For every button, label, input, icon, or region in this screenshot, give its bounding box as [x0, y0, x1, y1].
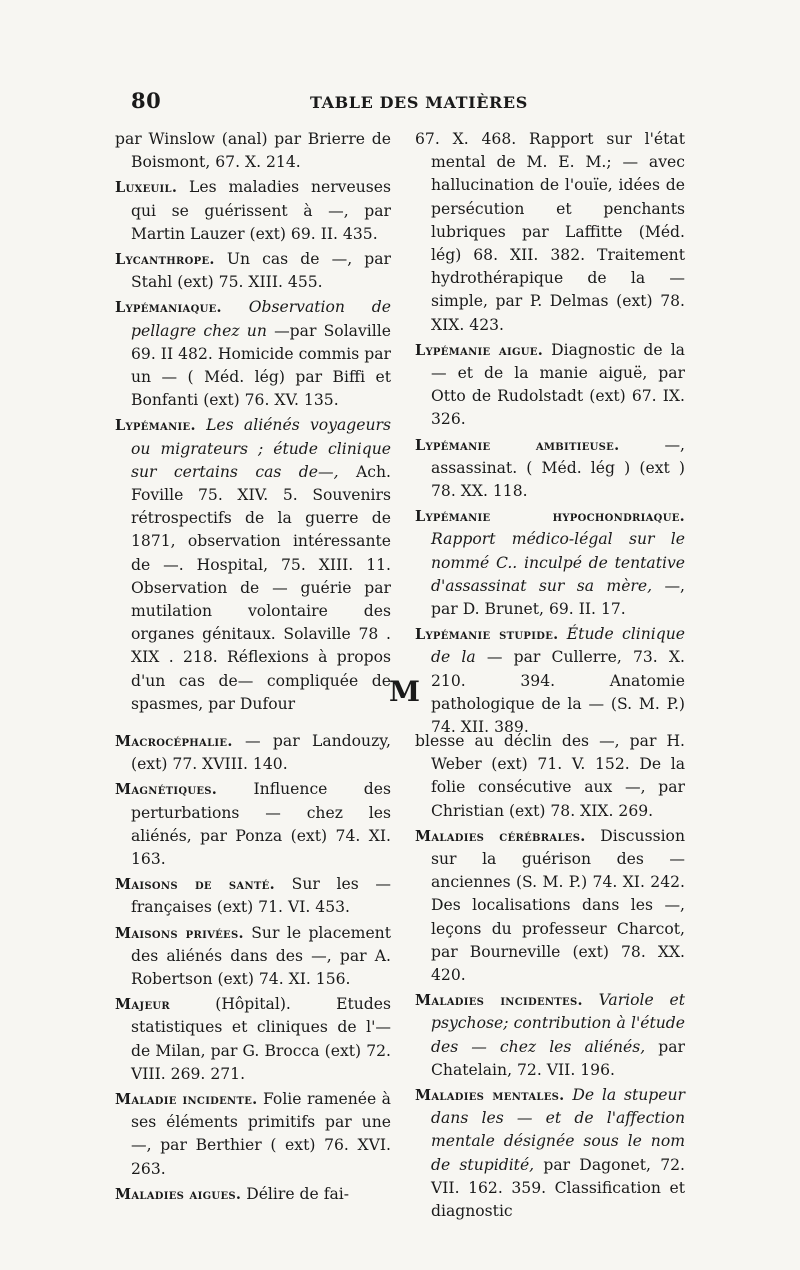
section-letter: M — [389, 675, 420, 708]
entry-heading: Maladies aigues. — [115, 1185, 242, 1203]
entry-text: Ach. Foville 75. XIV. 5. Souvenirs rétrospectifs de la guerre de 1871, observation intéressante de —. Hospital, 75. XIII. 11. Observation de — guérie par mutilation volontaire des organes génitaux. Solaville 78 . XIX . 218. Réflexions à propos d'un cas de— compliquée de spasmes, par Dufour — [131, 462, 391, 713]
entry-title: Rapport médico-légal sur le nommé C.. inculpé de tentative d'assassinat sur sa mère, — [431, 530, 685, 595]
entry-text: Sur le placement des aliénés dans des —, par A. Robertson (ext) 74. XI. 156. — [131, 923, 391, 989]
index-entry — [115, 993, 391, 1086]
entry-title: Variole et psychose; contribution à l'étude des — chez les aliénés, — [431, 991, 685, 1056]
entry-heading: Maisons privées. — [115, 924, 244, 942]
entry-heading: Lypémanie. — [115, 417, 196, 435]
index-entry — [115, 176, 391, 246]
entry-text: par Dagonet, 72. VII. 162. 359. Classification et diagnostic — [431, 1155, 685, 1221]
running-title: TABLE DES MATIÈRES — [310, 93, 528, 112]
entry-heading: Majeur — [115, 996, 170, 1014]
index-entry — [115, 1183, 391, 1206]
entry-text: Un cas de —, par Stahl (ext) 75. XIII. 455. — [131, 250, 391, 292]
entry-text: — par Cullerre, 73. X. 210. 394. Anatomie pathologique de la — (S. M. P.) 74. XII. 389. — [431, 648, 685, 737]
entry-heading: Maladie incidente. — [115, 1091, 258, 1109]
entry-text: —, assassinat. ( Méd. lég ) (ext ) 78. XX. 118. — [431, 435, 685, 501]
entry-heading: Lycanthrope. — [115, 251, 215, 269]
entry-text: par Chatelain, 72. VII. 196. — [431, 1037, 685, 1079]
index-entry — [115, 922, 391, 992]
entry-text: Folie ramenée à ses éléments primitifs par une —, par Berthier ( ext) 76. XVI. 263. — [131, 1090, 391, 1178]
index-entry — [415, 1084, 685, 1223]
entry-heading: Maladies cérébrales. — [415, 827, 586, 845]
index-entry — [415, 623, 685, 739]
index-entry — [415, 505, 685, 621]
entry-heading: Maladies mentales. — [415, 1087, 565, 1105]
entry-text: —par Solaville 69. II 482. Homicide commis par un — ( Méd. lég) par Biffi et Bonfanti (ext) 76. XV. 135. — [131, 321, 391, 410]
index-entry — [415, 339, 685, 432]
entry-heading: Lypémanie stupide. — [415, 626, 559, 644]
index-entry — [415, 128, 685, 337]
index-entry — [115, 414, 391, 716]
entry-heading: Maisons de santé. — [115, 876, 275, 894]
entry-heading: Luxeuil. — [115, 179, 178, 197]
entry-text: Diagnostic de la — et de la manie aiguë, par Otto de Rudolstadt (ext) 67. IX. 326. — [431, 340, 685, 429]
entry-heading: Lypémanie hypochondriaque. — [415, 508, 685, 526]
entry-text: par Winslow (anal) par Brierre de Boismont, 67. X. 214. — [115, 130, 391, 172]
entry-heading: Maladies incidentes. — [415, 992, 583, 1010]
entry-text: Discussion sur la guérison des — anciennes (S. M. P.) 74. XI. 242. Des localisations dans les —, leçons du professeur Charcot, par Bourneville (ext) 78. XX. 420. — [431, 826, 685, 985]
entry-text: 67. X. 468. Rapport sur l'état mental de M. E. M.; — avec hallucination de l'ouïe, idées de persécution et penchants lubriques par Laffitte (Méd. lég) 68. XII. 382. Traitement hydrothérapique de la — simple, par P. Delmas (ext) 78. XIX. 423. — [415, 130, 685, 334]
column-top-left — [115, 128, 391, 718]
index-entry — [415, 434, 685, 504]
entry-text: Influence des perturbations — chez les aliénés, par Ponza (ext) 74. XI. 163. — [131, 780, 391, 869]
index-entry — [415, 730, 685, 823]
entry-heading: Lypémaniaque. — [115, 299, 222, 317]
entry-title: Observation de pellagre chez un — [131, 298, 391, 340]
entry-heading: Lypémanie ambitieuse. — [415, 436, 620, 454]
entry-title: De la stupeur dans les — et de l'affection mentale désignée sous le nom de stupidité, — [431, 1086, 685, 1174]
index-entry — [115, 248, 391, 294]
index-entry — [115, 730, 391, 776]
index-entry — [115, 873, 391, 919]
entry-text: Délire de fai- — [241, 1184, 350, 1203]
index-entry — [115, 778, 391, 871]
entry-title: Étude clinique de la — [431, 625, 686, 667]
page-number: 80 — [131, 88, 162, 113]
column-bottom-left — [115, 730, 391, 1208]
entry-heading: Macrocéphalie. — [115, 733, 233, 750]
index-entry — [415, 825, 685, 987]
entry-heading: Lypémanie aigue. — [415, 341, 544, 359]
entry-text: —, par D. Brunet, 69. II. 17. — [431, 576, 685, 619]
entry-text: Sur les — françaises (ext) 71. VI. 453. — [131, 875, 391, 917]
entry-title: Les aliénés voyageurs ou migrateurs ; étude clinique sur certains cas de—, — [131, 416, 391, 481]
entry-heading: Magnétiques. — [115, 781, 218, 799]
index-entry — [115, 296, 391, 412]
index-entry — [415, 989, 685, 1082]
index-entry — [115, 128, 391, 174]
entry-text: Les maladies nerveuses qui se guérissent à —, par Martin Lauzer (ext) 69. II. 435. — [131, 178, 391, 243]
entry-text: (Hôpital). Etudes statistiques et cliniques de l'— de Milan, par G. Brocca (ext) 72. VIII. 269. 271. — [131, 995, 391, 1083]
column-bottom-right — [415, 730, 685, 1225]
entry-text: — par Landouzy, (ext) 77. XVIII. 140. — [131, 732, 391, 774]
index-entry — [115, 1088, 391, 1181]
column-top-right — [415, 128, 685, 741]
entry-text: blesse au déclin des —, par H. Weber (ext) 71. V. 152. De la folie consécutive aux —, par Christian (ext) 78. XIX. 269. — [415, 732, 685, 820]
